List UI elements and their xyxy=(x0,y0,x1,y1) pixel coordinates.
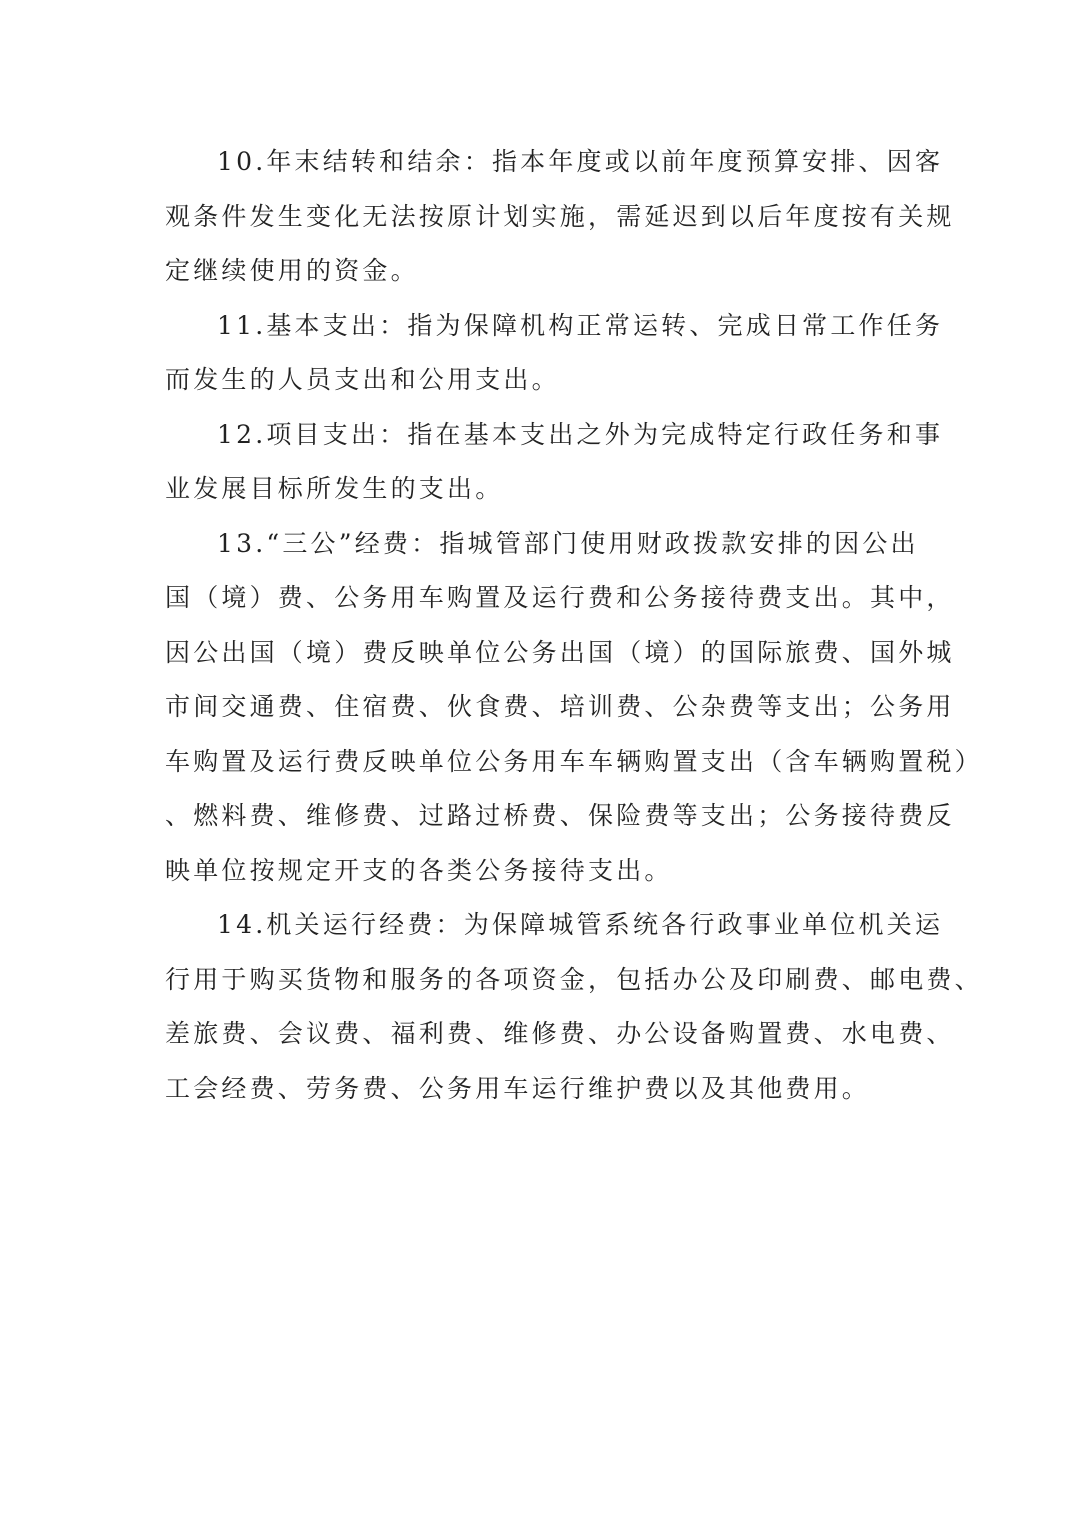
paragraph-line: 而发生的人员支出和公用支出。 xyxy=(165,365,560,394)
paragraph-line: 10.年末结转和结余：指本年度或以前年度预算安排、因客 xyxy=(217,147,944,176)
paragraph-line: 11.基本支出：指为保障机构正常运转、完成日常工作任务 xyxy=(217,310,944,340)
paragraph-agency-operating-costs xyxy=(165,898,983,1116)
paragraph-line: 业发展目标所发生的支出。 xyxy=(165,474,504,503)
paragraph-line: 定继续使用的资金。 xyxy=(165,256,419,285)
paragraph-line: 12.项目支出：指在基本支出之外为完成特定行政任务和事 xyxy=(217,419,944,449)
paragraph-line: 14.机关运行经费：为保障城管系统各行政事业单位机关运 xyxy=(217,910,944,939)
paragraph-line: 市间交通费、住宿费、伙食费、培训费、公杂费等支出；公务用 xyxy=(165,692,955,721)
paragraph-three-public-expenses xyxy=(165,517,983,899)
paragraph-line: 、燃料费、维修费、过路过桥费、保险费等支出；公务接待费反 xyxy=(165,801,955,830)
paragraph-line: 车购置及运行费反映单位公务用车车辆购置支出（含车辆购置税） xyxy=(165,746,983,776)
paragraph-line: 国（境）费、公务用车购置及运行费和公务接待费支出。其中， xyxy=(165,583,955,612)
paragraph-line: 13.“三公”经费：指城管部门使用财政拨款安排的因公出 xyxy=(217,528,919,558)
document-body xyxy=(165,135,983,1116)
paragraph-line: 工会经费、劳务费、公务用车运行维护费以及其他费用。 xyxy=(165,1073,871,1103)
paragraph-line: 映单位按规定开支的各类公务接待支出。 xyxy=(165,855,673,885)
paragraph-line: 观条件发生变化无法按原计划实施，需延迟到以后年度按有关规 xyxy=(165,201,955,231)
paragraph-line: 差旅费、会议费、福利费、维修费、办公设备购置费、水电费、 xyxy=(165,1019,955,1048)
paragraph-line: 因公出国（境）费反映单位公务出国（境）的国际旅费、国外城 xyxy=(165,637,955,667)
paragraph-line: 行用于购买货物和服务的各项资金，包括办公及印刷费、邮电费、 xyxy=(165,964,983,994)
paragraph-basic-expenditure xyxy=(165,299,944,408)
paragraph-project-expenditure xyxy=(165,408,944,517)
paragraph-year-end-carryover xyxy=(165,135,955,299)
